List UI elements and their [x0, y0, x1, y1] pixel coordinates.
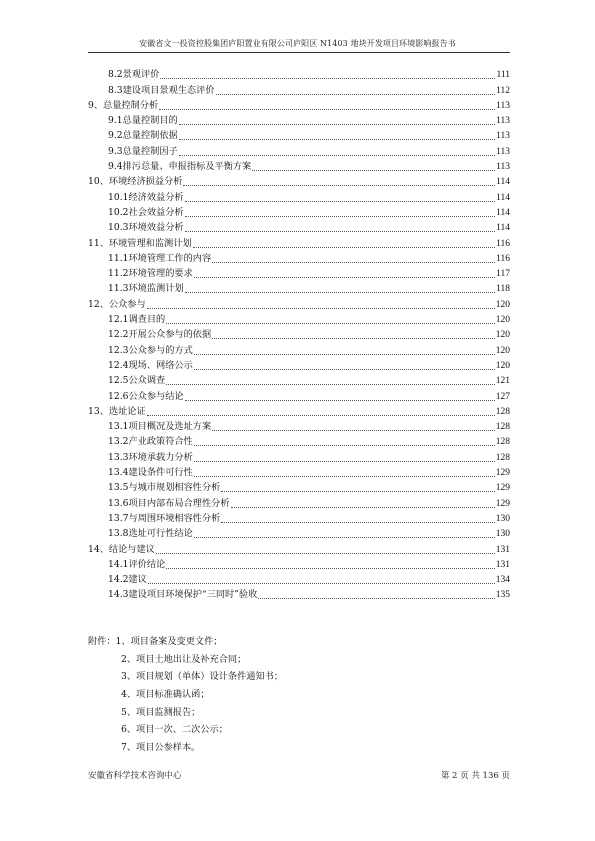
- toc-entry-title: 选址论证: [108, 405, 146, 417]
- attachment-text: 6、项目一次、二次公示；: [121, 724, 228, 736]
- table-of-contents: [88, 66, 510, 601]
- toc-section-entry[interactable]: [88, 387, 510, 402]
- attachments-label: 附件：: [88, 636, 116, 647]
- toc-dot-leader: [194, 353, 495, 355]
- attachment-item: [88, 633, 510, 651]
- toc-dot-leader: [193, 246, 496, 248]
- toc-entry-page: 120: [495, 315, 510, 326]
- toc-chapter-entry[interactable]: [88, 540, 510, 555]
- toc-entry-page: 130: [495, 529, 510, 540]
- toc-entry-page: 128: [495, 422, 510, 433]
- footer-organization: 安徽省科学技术咨询中心: [88, 771, 182, 781]
- toc-entry-title: 总量控制依据: [122, 130, 178, 142]
- toc-entry-number: 11、: [88, 237, 109, 249]
- toc-dot-leader: [252, 169, 495, 171]
- attachment-item: [88, 704, 510, 722]
- toc-entry-number: 13.2: [108, 436, 129, 448]
- attachment-item: [88, 721, 510, 739]
- toc-dot-leader: [212, 337, 495, 339]
- toc-entry-number: 9.2: [108, 130, 123, 142]
- toc-section-entry[interactable]: [88, 448, 510, 463]
- toc-dot-leader: [194, 368, 495, 370]
- toc-entry-title: 调查目的: [128, 314, 166, 326]
- toc-entry-page: 134: [495, 575, 510, 586]
- toc-entry-title: 社会效益分析: [128, 206, 184, 218]
- toc-section-entry[interactable]: [88, 479, 510, 494]
- toc-chapter-entry[interactable]: [88, 403, 510, 418]
- toc-dot-leader: [147, 307, 495, 309]
- toc-dot-leader: [185, 215, 496, 217]
- toc-entry-title: 评价结论: [128, 558, 166, 570]
- toc-entry-number: 13.7: [108, 512, 129, 524]
- toc-entry-page: 121: [495, 376, 510, 387]
- toc-entry-title: 建设条件可行性: [128, 467, 193, 479]
- toc-dot-leader: [185, 200, 496, 202]
- toc-dot-leader: [212, 261, 495, 263]
- toc-entry-page: 129: [495, 498, 510, 509]
- toc-dot-leader: [212, 429, 495, 431]
- attachment-text: 4、项目标准确认函；: [121, 689, 210, 701]
- toc-entry-number: 14.1: [108, 558, 129, 570]
- toc-entry-number: 13.4: [108, 467, 129, 479]
- attachment-item: [88, 686, 510, 704]
- toc-entry-number: 13.1: [108, 421, 129, 433]
- toc-entry-number: 13.5: [108, 482, 129, 494]
- toc-dot-leader: [159, 108, 495, 110]
- toc-entry-title: 景观评价: [122, 69, 160, 81]
- toc-entry-title: 选址可行性结论: [128, 528, 193, 540]
- toc-entry-title: 现场、网络公示: [128, 359, 193, 371]
- toc-dot-leader: [185, 230, 496, 232]
- toc-entry-title: 公众参与结论: [128, 390, 184, 402]
- toc-section-entry[interactable]: [88, 219, 510, 234]
- toc-entry-title: 公众调查: [128, 375, 166, 387]
- attachment-item: [88, 651, 510, 669]
- toc-dot-leader: [216, 93, 496, 95]
- toc-entry-page: 128: [495, 437, 510, 448]
- toc-dot-leader: [160, 77, 495, 79]
- attachment-text: 1、项目备案及变更文件；: [115, 636, 223, 647]
- attachments-list: [88, 633, 510, 757]
- toc-entry-number: 10.3: [108, 222, 129, 234]
- toc-entry-page: 116: [496, 253, 510, 264]
- toc-entry-number: 10.1: [108, 191, 129, 203]
- toc-entry-number: 12.5: [108, 375, 129, 387]
- attachment-text: 5、项目监测报告；: [121, 706, 201, 718]
- toc-entry-title: 与城市规划相容性分析: [128, 482, 221, 494]
- toc-entry-number: 8.3: [108, 84, 123, 96]
- toc-entry-number: 9.4: [108, 161, 123, 173]
- toc-dot-leader: [147, 414, 495, 416]
- toc-entry-page: 131: [495, 559, 510, 570]
- toc-entry-title: 公众参与: [108, 298, 146, 310]
- toc-section-entry[interactable]: [88, 265, 510, 280]
- toc-entry-page: 117: [496, 269, 510, 280]
- toc-section-entry[interactable]: [88, 112, 510, 127]
- toc-section-entry[interactable]: [88, 372, 510, 387]
- toc-entry-title: 总量控制分析: [103, 99, 159, 111]
- toc-entry-page: 129: [495, 483, 510, 494]
- toc-entry-number: 9、: [88, 99, 104, 111]
- toc-section-entry[interactable]: [88, 341, 510, 356]
- toc-entry-page: 131: [495, 544, 510, 555]
- toc-entry-page: 114: [496, 177, 510, 188]
- toc-entry-page: 135: [495, 590, 510, 601]
- toc-entry-number: 13.6: [108, 497, 129, 509]
- toc-entry-number: 8.2: [108, 69, 123, 81]
- toc-entry-number: 13.8: [108, 528, 129, 540]
- toc-dot-leader: [179, 154, 495, 156]
- toc-dot-leader: [194, 460, 495, 462]
- toc-section-entry[interactable]: [88, 188, 510, 203]
- toc-entry-number: 14.2: [108, 574, 129, 586]
- toc-section-entry[interactable]: [88, 418, 510, 433]
- toc-entry-number: 9.1: [108, 115, 123, 127]
- toc-dot-leader: [179, 123, 495, 125]
- attachment-item: [88, 668, 510, 686]
- toc-dot-leader: [185, 399, 495, 401]
- toc-entry-page: 112: [496, 85, 510, 96]
- toc-entry-page: 113: [496, 146, 510, 157]
- toc-entry-page: 128: [495, 406, 510, 417]
- toc-section-entry[interactable]: [88, 571, 510, 586]
- toc-entry-number: 10.2: [108, 206, 129, 218]
- toc-dot-leader: [231, 506, 495, 508]
- toc-entry-title: 结论与建议: [108, 543, 155, 555]
- toc-entry-title: 环境经济损益分析: [108, 176, 183, 188]
- footer-page-number: 第 2 页 共 136 页: [440, 771, 510, 781]
- toc-section-entry[interactable]: [88, 127, 510, 142]
- toc-entry-page: 113: [496, 162, 510, 173]
- toc-entry-number: 9.3: [108, 145, 123, 157]
- toc-dot-leader: [221, 521, 494, 523]
- toc-dot-leader: [183, 184, 495, 186]
- toc-dot-leader: [148, 582, 495, 584]
- toc-entry-page: 120: [495, 345, 510, 356]
- toc-section-entry[interactable]: [88, 81, 510, 96]
- toc-entry-page: 114: [496, 192, 510, 203]
- toc-entry-number: 13、: [88, 405, 109, 417]
- toc-dot-leader: [166, 322, 495, 324]
- toc-entry-number: 14.3: [108, 589, 129, 601]
- toc-entry-title: 项目内部布局合理性分析: [128, 497, 230, 509]
- toc-dot-leader: [179, 138, 495, 140]
- attachment-text: 3、项目规划（单体）设计条件通知书；: [121, 671, 284, 683]
- toc-entry-page: 127: [495, 391, 510, 402]
- toc-dot-leader: [194, 276, 495, 278]
- toc-dot-leader: [258, 597, 494, 599]
- toc-entry-title: 环境效益分析: [128, 222, 184, 234]
- toc-entry-page: 120: [495, 299, 510, 310]
- toc-entry-page: 128: [495, 452, 510, 463]
- toc-entry-page: 113: [496, 131, 510, 142]
- toc-section-entry[interactable]: [88, 494, 510, 509]
- toc-dot-leader: [156, 552, 495, 554]
- toc-entry-page: 114: [496, 207, 510, 218]
- toc-dot-leader: [221, 490, 494, 492]
- toc-section-entry[interactable]: [88, 250, 510, 265]
- toc-section-entry[interactable]: [88, 586, 510, 601]
- toc-entry-number: 12.1: [108, 314, 129, 326]
- toc-entry-title: 与周围环境相容性分析: [128, 512, 221, 524]
- toc-section-entry[interactable]: [88, 66, 510, 81]
- toc-section-entry[interactable]: [88, 525, 510, 540]
- toc-entry-number: 14、: [88, 543, 109, 555]
- toc-entry-page: 120: [495, 360, 510, 371]
- toc-entry-title: 环境管理的要求: [128, 268, 193, 280]
- toc-entry-title: 项目概况及选址方案: [128, 421, 212, 433]
- toc-entry-page: 129: [495, 468, 510, 479]
- toc-entry-title: 环境管理和监测计划: [108, 237, 192, 249]
- toc-entry-title: 经济效益分析: [128, 191, 184, 203]
- toc-entry-title: 建议: [128, 574, 147, 586]
- toc-entry-title: 环境管理工作的内容: [128, 252, 212, 264]
- toc-section-entry[interactable]: [88, 204, 510, 219]
- toc-entry-page: 118: [496, 284, 510, 295]
- toc-section-entry[interactable]: [88, 311, 510, 326]
- toc-entry-number: 13.3: [108, 451, 129, 463]
- toc-entry-title: 开展公众参与的依据: [128, 329, 212, 341]
- toc-section-entry[interactable]: [88, 326, 510, 341]
- toc-entry-number: 10、: [88, 176, 109, 188]
- toc-entry-title: 总量控制目的: [122, 115, 178, 127]
- toc-section-entry[interactable]: [88, 556, 510, 571]
- toc-chapter-entry[interactable]: [88, 295, 510, 310]
- toc-dot-leader: [194, 536, 495, 538]
- toc-dot-leader: [194, 475, 495, 477]
- page-header: 安徽省文一投资控股集团庐阳置业有限公司庐阳区 N1403 地块开发项目环境影响报告书: [139, 39, 456, 48]
- toc-entry-title: 总量控制因子: [122, 145, 178, 157]
- toc-entry-title: 建设项目景观生态评价: [122, 84, 215, 96]
- toc-entry-number: 12.3: [108, 344, 129, 356]
- toc-entry-number: 11.3: [108, 283, 129, 295]
- toc-entry-page: 116: [496, 238, 510, 249]
- toc-entry-title: 公众参与的方式: [128, 344, 193, 356]
- toc-section-entry[interactable]: [88, 280, 510, 295]
- toc-chapter-entry[interactable]: [88, 234, 510, 249]
- toc-entry-page: 120: [495, 330, 510, 341]
- toc-dot-leader: [194, 444, 495, 446]
- toc-entry-number: 12.2: [108, 329, 129, 341]
- toc-section-entry[interactable]: [88, 158, 510, 173]
- toc-entry-title: 排污总量、申报指标及平衡方案: [122, 161, 252, 173]
- attachment-item: [88, 739, 510, 757]
- header-rule: [88, 52, 510, 53]
- toc-entry-page: 114: [496, 223, 510, 234]
- toc-entry-title: 环境承载力分析: [128, 451, 193, 463]
- toc-dot-leader: [166, 567, 495, 569]
- toc-entry-page: 111: [496, 70, 510, 81]
- toc-dot-leader: [185, 291, 496, 293]
- attachment-text: 7、项目公参样本。: [121, 742, 201, 754]
- toc-entry-title: 产业政策符合性: [128, 436, 193, 448]
- toc-entry-number: 12.4: [108, 359, 129, 371]
- toc-section-entry[interactable]: [88, 464, 510, 479]
- toc-entry-number: 11.2: [108, 268, 129, 280]
- toc-entry-number: 12.6: [108, 390, 129, 402]
- toc-entry-number: 12、: [88, 298, 109, 310]
- toc-entry-number: 11.1: [108, 252, 129, 264]
- toc-chapter-entry[interactable]: [88, 97, 510, 112]
- toc-section-entry[interactable]: [88, 142, 510, 157]
- toc-section-entry[interactable]: [88, 433, 510, 448]
- toc-entry-title: 建设项目环境保护“三同时”验收: [128, 589, 258, 601]
- attachment-text: 2、项目土地出让及补充合同；: [121, 653, 247, 665]
- toc-entry-page: 113: [496, 100, 510, 111]
- toc-section-entry[interactable]: [88, 510, 510, 525]
- toc-entry-page: 113: [496, 116, 510, 127]
- toc-section-entry[interactable]: [88, 357, 510, 372]
- toc-entry-title: 环境监测计划: [128, 283, 184, 295]
- toc-chapter-entry[interactable]: [88, 173, 510, 188]
- toc-dot-leader: [166, 383, 495, 385]
- toc-entry-page: 130: [495, 513, 510, 524]
